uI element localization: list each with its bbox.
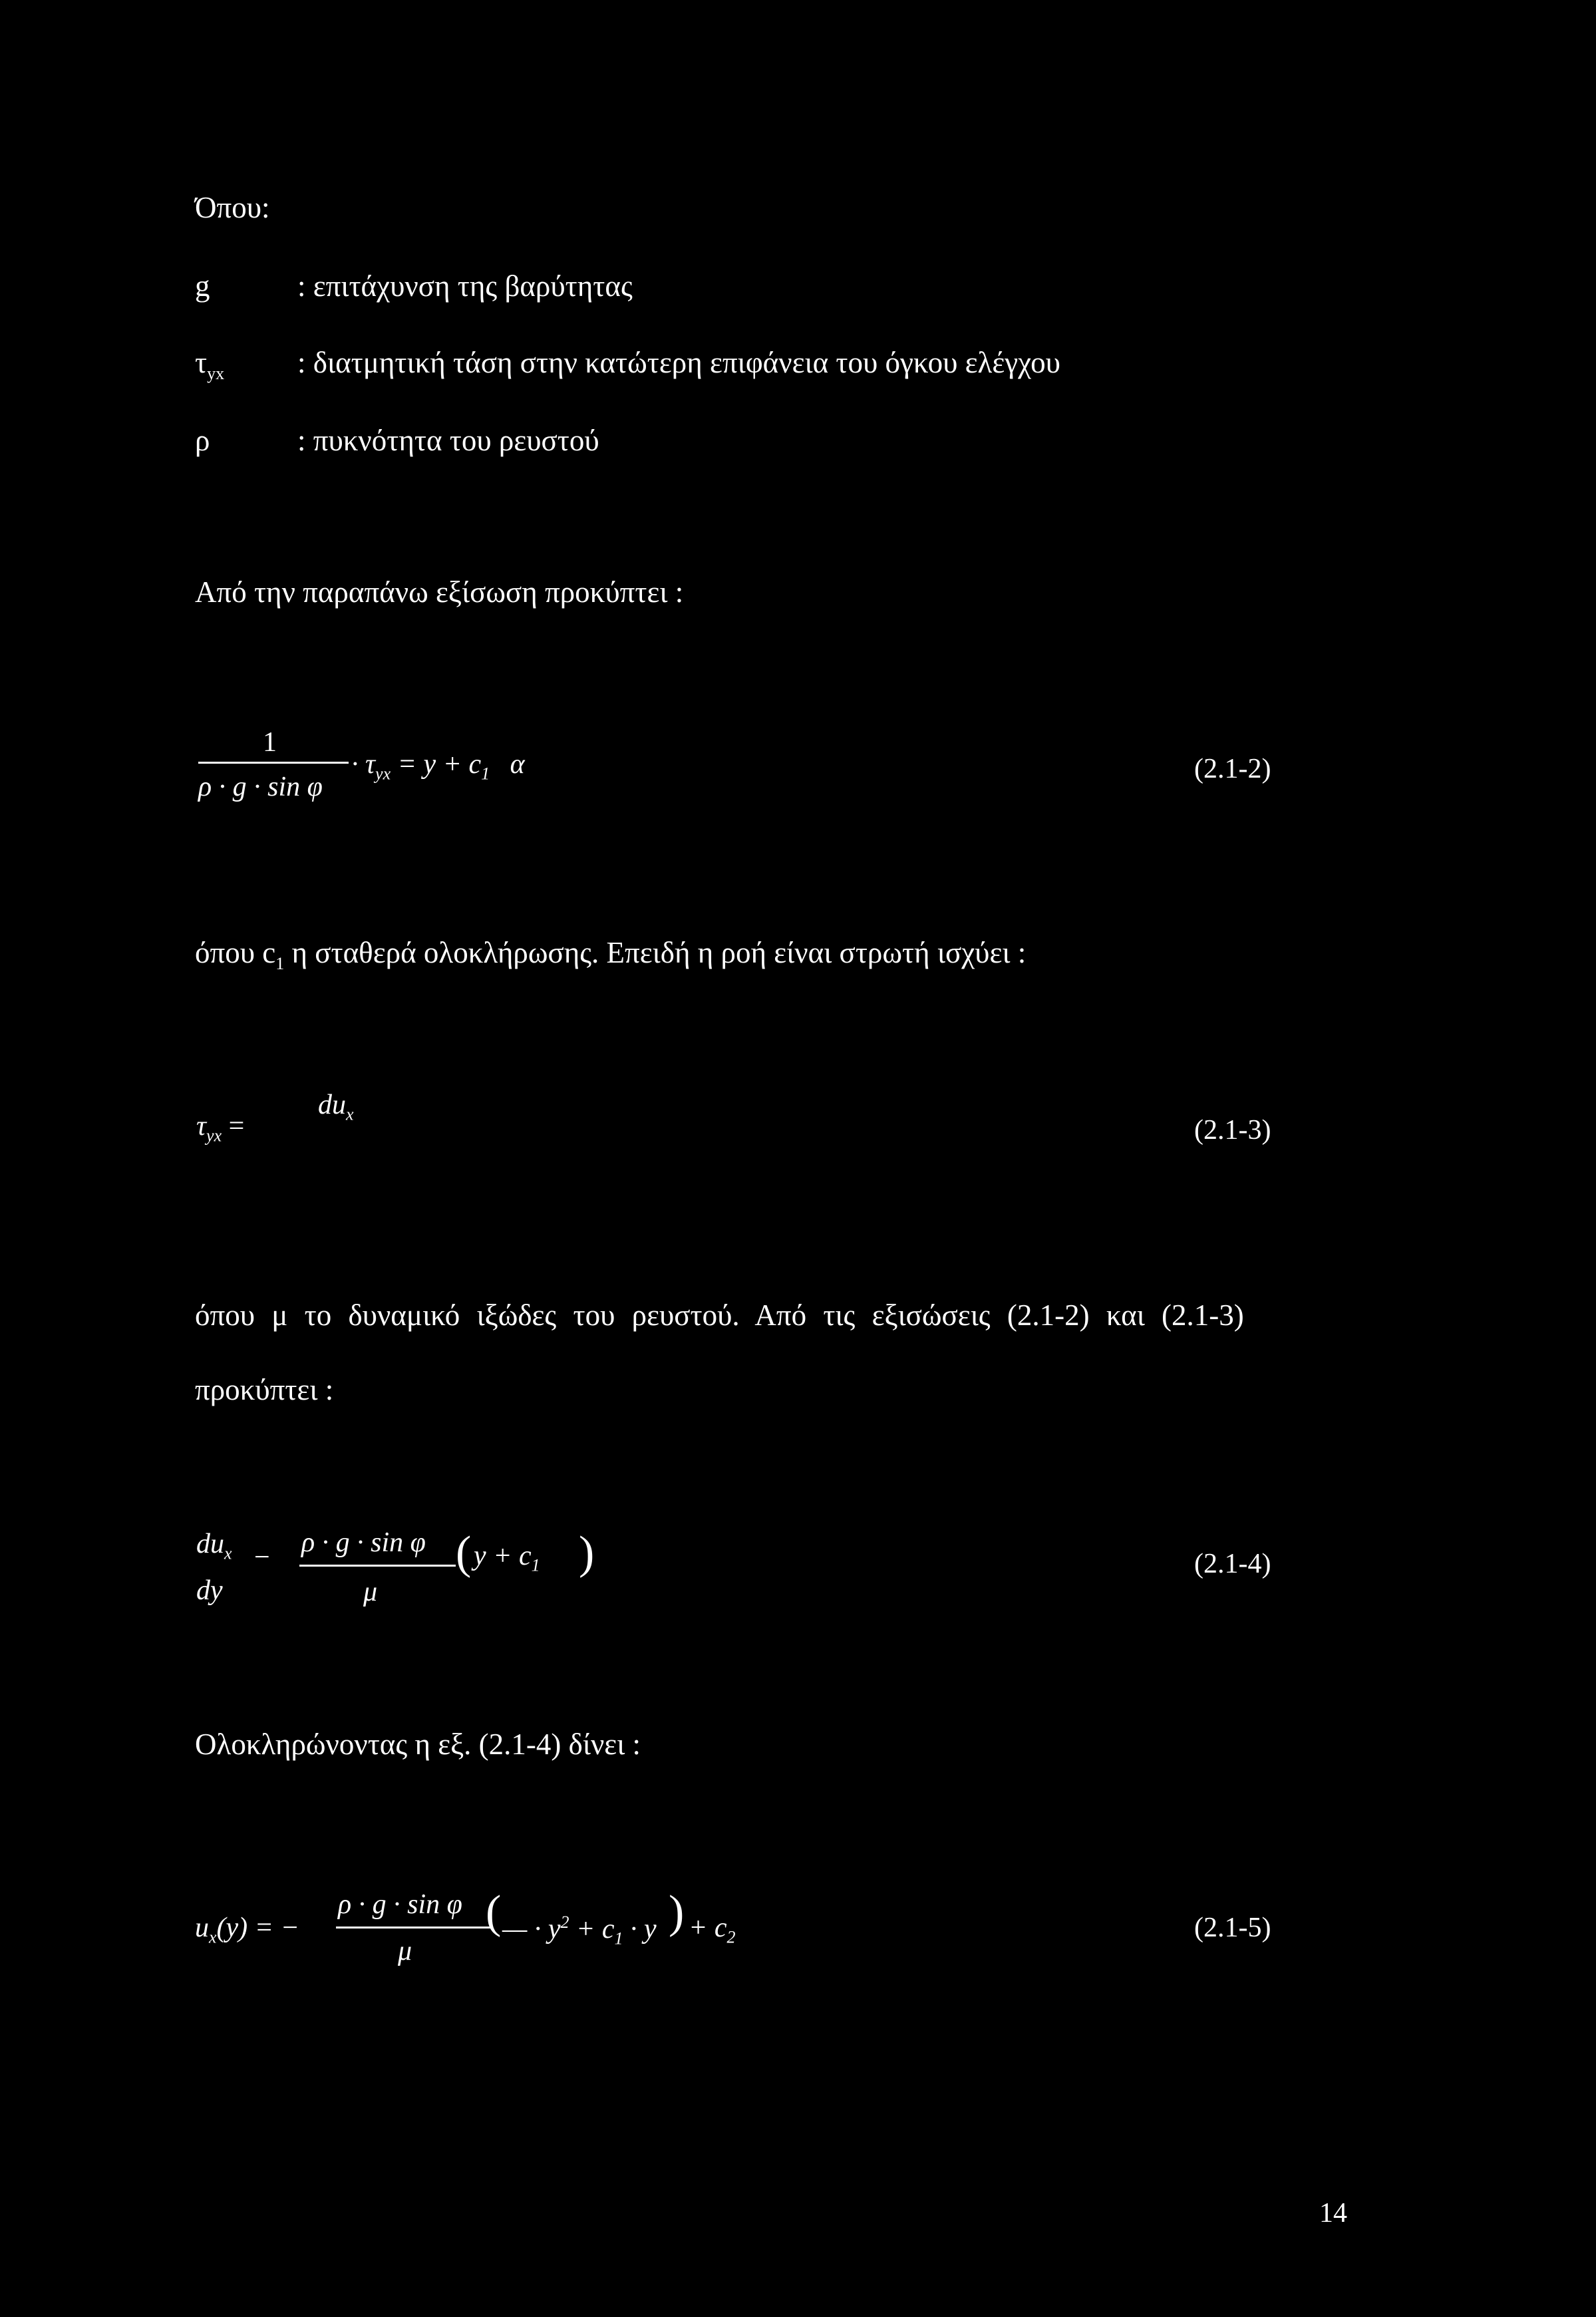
page-number: 14 <box>1319 2198 1347 2229</box>
eq1-numerator: 1 <box>263 727 277 758</box>
paragraph-2-sub: 1 <box>275 954 285 973</box>
eq3-numerator: ρ · g · sin φ <box>301 1527 426 1558</box>
eq1-rhs-tau-sub: yx <box>375 764 391 784</box>
eq3-du-text: du <box>196 1529 224 1559</box>
paragraph-2-start: όπου c <box>195 936 276 969</box>
eq2-number: (2.1-3) <box>1194 1115 1271 1146</box>
eq3-fraction-line <box>299 1565 456 1567</box>
definition-symbol-g: g <box>195 269 210 303</box>
eq4-paren-content <box>502 1914 657 1947</box>
definition-symbol-rho: ρ <box>195 424 210 457</box>
eq2-du-sub: x <box>346 1104 354 1124</box>
eq1-rhs-c-sub: 1 <box>481 764 490 784</box>
eq3-paren-text: y + c <box>474 1541 532 1571</box>
definition-symbol-tau-char: τ <box>195 346 208 379</box>
eq3-du-sub: x <box>224 1543 232 1563</box>
paragraph-2-rest: η σταθερά ολοκλήρωσης. Επειδή η ροή είναι στρωτή ισχύει : <box>284 936 1027 969</box>
eq4-tail <box>689 1914 735 1946</box>
eq1-rhs-equals: = y + c <box>397 749 482 780</box>
eq4-paren-rest: + c <box>576 1914 615 1944</box>
heading: Όπου: <box>195 191 270 224</box>
definition-desc-g: : επιτάχυνση της βαρύτητας <box>297 269 633 303</box>
eq4-fraction-line <box>336 1927 490 1929</box>
eq4-paren-text: — · y <box>502 1914 561 1944</box>
eq2-du <box>318 1091 354 1123</box>
definition-symbol-tau <box>195 348 224 383</box>
eq4-number: (2.1-5) <box>1194 1913 1271 1943</box>
eq2-du-text: du <box>318 1090 346 1120</box>
eq2-lhs-tau: τ <box>196 1111 207 1142</box>
eq3-number: (2.1-4) <box>1194 1549 1271 1579</box>
paragraph-1: Από την παραπάνω εξίσωση προκύπτει : <box>195 575 684 609</box>
eq4-open-paren: ( <box>486 1887 502 1938</box>
eq3-du <box>196 1530 232 1562</box>
eq2-equals: = <box>228 1111 245 1142</box>
eq3-paren-sub: 1 <box>531 1555 540 1575</box>
eq4-lhs-arg: (y) = − <box>216 1913 299 1943</box>
eq4-lhs <box>195 1914 299 1946</box>
eq2-lhs-sub: yx <box>206 1126 222 1146</box>
eq1-number: (2.1-2) <box>1194 754 1271 784</box>
eq1-fraction-line <box>198 762 349 764</box>
eq3-denominator: μ <box>363 1577 378 1607</box>
eq1-rhs-tau: · τ <box>351 749 376 780</box>
eq3-close-paren: ) <box>579 1527 595 1579</box>
eq1-rhs <box>351 750 525 782</box>
eq3-paren-content <box>474 1542 540 1574</box>
eq4-numerator: ρ · g · sin φ <box>338 1889 462 1920</box>
definition-desc-rho: : πυκνότητα του ρευστού <box>297 424 599 457</box>
eq3-open-paren: ( <box>456 1527 472 1579</box>
eq1-denominator: ρ · g · sin φ <box>198 772 323 802</box>
paragraph-3-line-1: όπου μ το δυναμικό ιξώδες του ρευστού. Από τις εξισώσεις (2.1-2) και (2.1-3) <box>195 1299 1244 1332</box>
eq4-tail-sub: 2 <box>726 1927 736 1947</box>
paragraph-3-line-2: προκύπτει : <box>195 1373 334 1406</box>
eq4-denominator: μ <box>398 1936 412 1966</box>
definition-symbol-tau-sub: yx <box>207 364 225 383</box>
eq3-minus: − <box>254 1542 270 1573</box>
eq4-paren-sup: 2 <box>560 1913 569 1932</box>
definition-desc-tau: : διατμητική τάση στην κατώτερη επιφάνεια του όγκου ελέγχου <box>297 346 1060 379</box>
eq4-tail-text: + c <box>689 1913 727 1943</box>
paragraph-4: Ολοκληρώνοντας η εξ. (2.1-4) δίνει : <box>195 1728 641 1761</box>
eq4-lhs-u: u <box>195 1913 209 1943</box>
paragraph-2 <box>195 938 1026 973</box>
eq1-rhs-alpha: α <box>510 749 525 780</box>
eq4-paren-rest2: · y <box>629 1914 657 1944</box>
eq2-lhs <box>196 1112 244 1144</box>
eq3-dy: dy <box>196 1575 223 1606</box>
eq4-paren-rest-sub: 1 <box>614 1929 623 1948</box>
eq4-close-paren: ) <box>669 1887 685 1938</box>
eq4-lhs-sub: x <box>209 1927 217 1947</box>
